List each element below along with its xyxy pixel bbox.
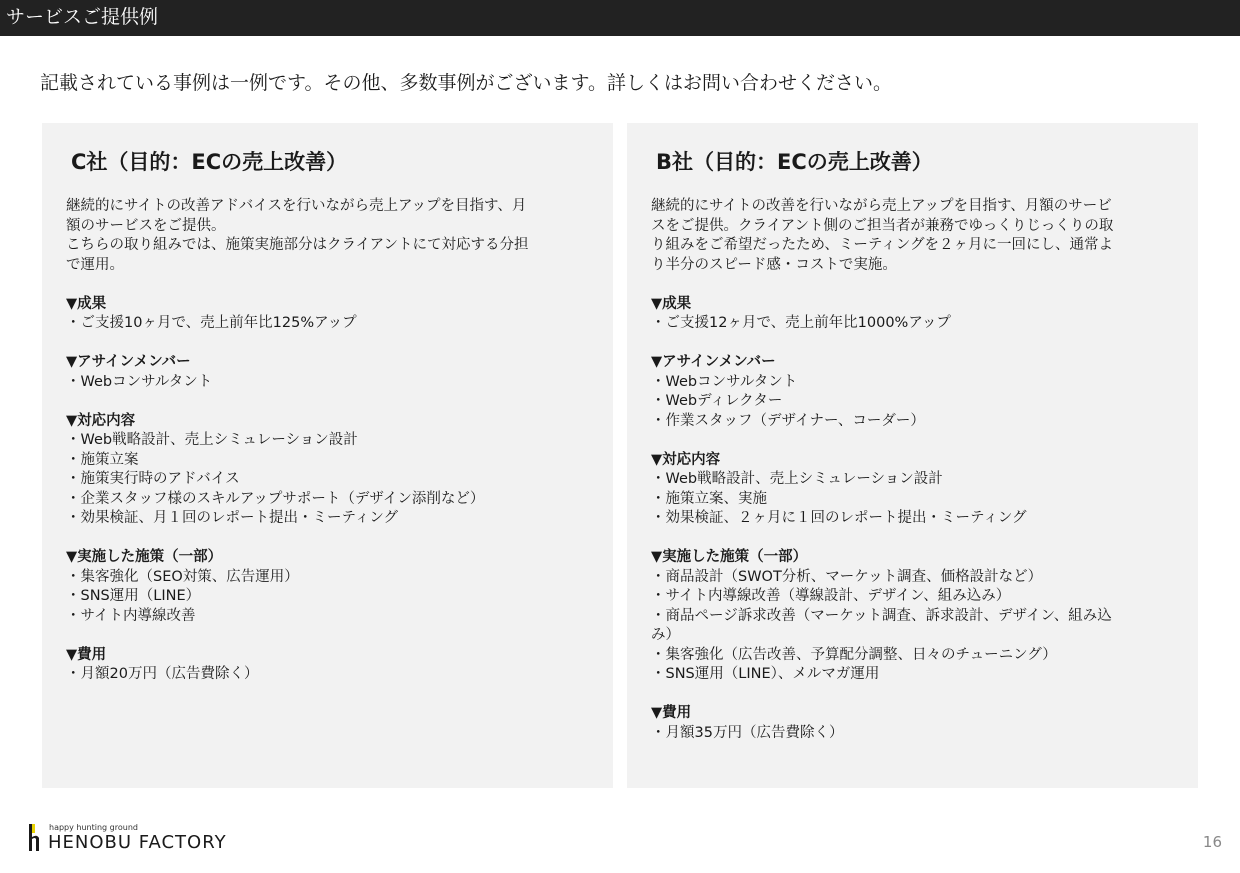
page-title: サービスご提供例 — [6, 6, 159, 28]
section-results — [66, 295, 591, 334]
list-item: ・効果検証、月１回のレポート提出・ミーティング — [66, 510, 399, 526]
list-item: ・サイト内導線改善 — [66, 607, 196, 624]
card-description: 継続的にサイトの改善を行いながら売上アップを目指す、月額のサービ スをご提供。クライアント側のご担当者が兼務でゆっくりじっくりの取 り組みをご希望だったため、ミーティングを２ヶ月に一回にし、通常よ り半分のスピード感・コストで実施。 — [651, 198, 1114, 273]
section-heading: ▼費用 — [651, 705, 692, 721]
section-measures — [66, 548, 591, 626]
section-measures — [651, 548, 1176, 685]
logo-accent — [32, 824, 35, 833]
section-heading: ▼実施した施策（一部） — [66, 549, 223, 565]
list-item: ・サイト内導線改善（導線設計、デザイン、組み込み） — [651, 588, 1011, 604]
section-members — [66, 353, 591, 392]
section-heading: ▼アサインメンバー — [651, 354, 776, 370]
list-item: ・月額35万円（広告費除く） — [651, 724, 844, 741]
list-item: ・効果検証、２ヶ月に１回のレポート提出・ミーティング — [651, 510, 1027, 526]
list-item: ・商品ページ訴求改善（マーケット調査、訴求設計、デザイン、組み込 み） — [651, 607, 1112, 643]
logo-h-icon — [28, 824, 42, 851]
list-item: ・ご支援12ヶ月で、売上前年比1000%アップ — [651, 315, 951, 331]
list-item: ・SNS運用（LINE）、メルマガ運用 — [651, 666, 880, 682]
section-heading: ▼実施した施策（一部） — [651, 549, 808, 565]
page-number: 16 — [1202, 833, 1222, 851]
card-title: B社（目的：ECの売上改善） — [656, 150, 933, 174]
header-bar — [0, 0, 1240, 36]
list-item: ・Webディレクター — [651, 393, 783, 409]
section-results — [651, 295, 1176, 334]
list-item: ・Webコンサルタント — [651, 373, 798, 390]
list-item: ・Webコンサルタント — [66, 373, 213, 390]
section-heading: ▼対応内容 — [651, 451, 721, 468]
section-members — [651, 353, 1176, 431]
company-logo — [28, 823, 268, 855]
section-heading: ▼成果 — [66, 295, 107, 312]
card-description: 継続的にサイトの改善アドバイスを行いながら売上アップを目指す、月 額のサービスをご提供。 こちらの取り組みでは、施策実施部分はクライアントにて対応する分担 で運用。 — [66, 198, 529, 273]
list-item: ・ご支援10ヶ月で、売上前年比125%アップ — [66, 315, 357, 331]
list-item: ・商品設計（SWOT分析、マーケット調査、価格設計など） — [651, 568, 1043, 585]
logo-wordmark: HENOBU FACTORY — [48, 832, 227, 853]
list-item: ・作業スタッフ（デザイナー、コーダー） — [651, 412, 925, 429]
list-item: ・Web戦略設計、売上シミュレーション設計 — [651, 471, 943, 487]
section-scope — [66, 412, 591, 529]
logo-tagline: happy hunting ground — [49, 823, 138, 832]
list-item: ・施策立案、実施 — [651, 490, 767, 507]
section-heading: ▼対応内容 — [66, 412, 136, 429]
section-heading: ▼成果 — [651, 295, 692, 312]
list-item: ・集客強化（SEO対策、広告運用） — [66, 568, 299, 585]
list-item: ・施策実行時のアドバイス — [66, 471, 240, 487]
subtitle: 記載されている事例は一例です。その他、多数事例がございます。詳しくはお問い合わせください。 — [40, 72, 892, 94]
list-item: ・SNS運用（LINE） — [66, 588, 201, 604]
list-item: ・Web戦略設計、売上シミュレーション設計 — [66, 432, 358, 448]
section-scope — [651, 451, 1176, 529]
section-cost — [66, 646, 591, 685]
case-card-c — [42, 123, 613, 788]
list-item: ・施策立案 — [66, 451, 139, 468]
section-cost — [651, 704, 1176, 743]
section-heading: ▼費用 — [66, 646, 107, 663]
section-heading: ▼アサインメンバー — [66, 354, 191, 370]
list-item: ・月額20万円（広告費除く） — [66, 666, 259, 682]
list-item: ・企業スタッフ様のスキルアップサポート（デザイン添削など） — [66, 490, 485, 507]
card-title: C社（目的：ECの売上改善） — [71, 150, 348, 174]
list-item: ・集客強化（広告改善、予算配分調整、日々のチューニング） — [651, 646, 1057, 663]
case-card-b — [627, 123, 1198, 788]
